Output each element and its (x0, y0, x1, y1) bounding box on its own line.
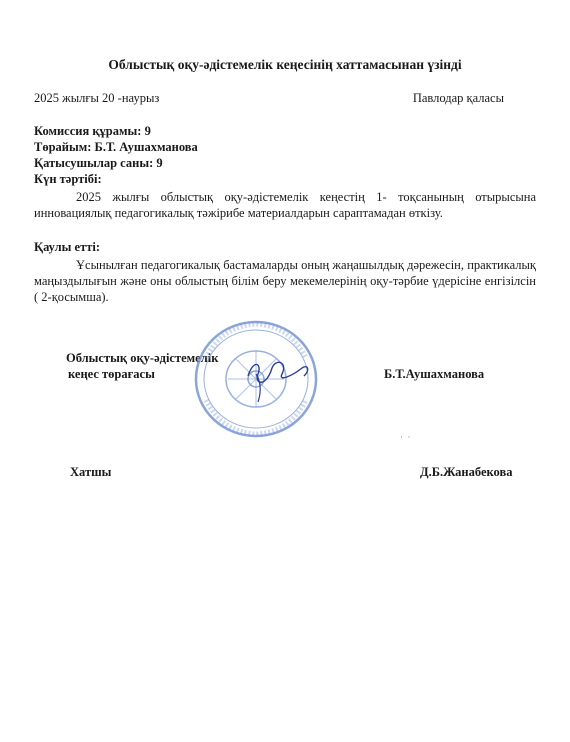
agenda-heading: Күн тәртібі: (34, 172, 102, 186)
secretary-title: Хатшы (70, 465, 112, 479)
secretary-name: Д.Б.Жанабекова (420, 465, 513, 479)
document-title: Облыстық оқу-әдістемелік кеңесінің хаттамасынан үзінді (108, 57, 462, 72)
decision-heading: Қаулы етті: (34, 240, 100, 254)
chair-title-line1: Облыстық оқу-әдістемелік (66, 351, 219, 365)
chair-line: Төрайым: Б.Т. Аушахманова (34, 140, 198, 154)
decision-text: Ұсынылған педагогикалық бастамаларды оның жаңашылдық дәрежесін, практикалық маңыздылығын және оны облыстың білім беру мекемелерінің оқу-тәрбие үдерісіне енгізілсін ( 2-қосымша). (34, 258, 536, 304)
document-date: 2025 жылғы 20 -наурыз (34, 91, 160, 105)
official-stamp (192, 318, 320, 440)
agenda-text: 2025 жылғы облыстық оқу-әдістемелік кеңестің 1- тоқсанының отырысына инновациялық педагогикалық тәжірибе материалдарын сараптамадан өткізу. (34, 190, 536, 220)
chair-name: Б.Т.Аушахманова (384, 367, 485, 381)
chair-title-line2: кеңес төрағасы (68, 367, 155, 381)
document-city: Павлодар қаласы (412, 91, 504, 105)
participants-line: Қатысушылар саны: 9 (34, 156, 163, 170)
scan-speck: · · (400, 432, 411, 442)
commission-line: Комиссия құрамы: 9 (34, 124, 151, 138)
